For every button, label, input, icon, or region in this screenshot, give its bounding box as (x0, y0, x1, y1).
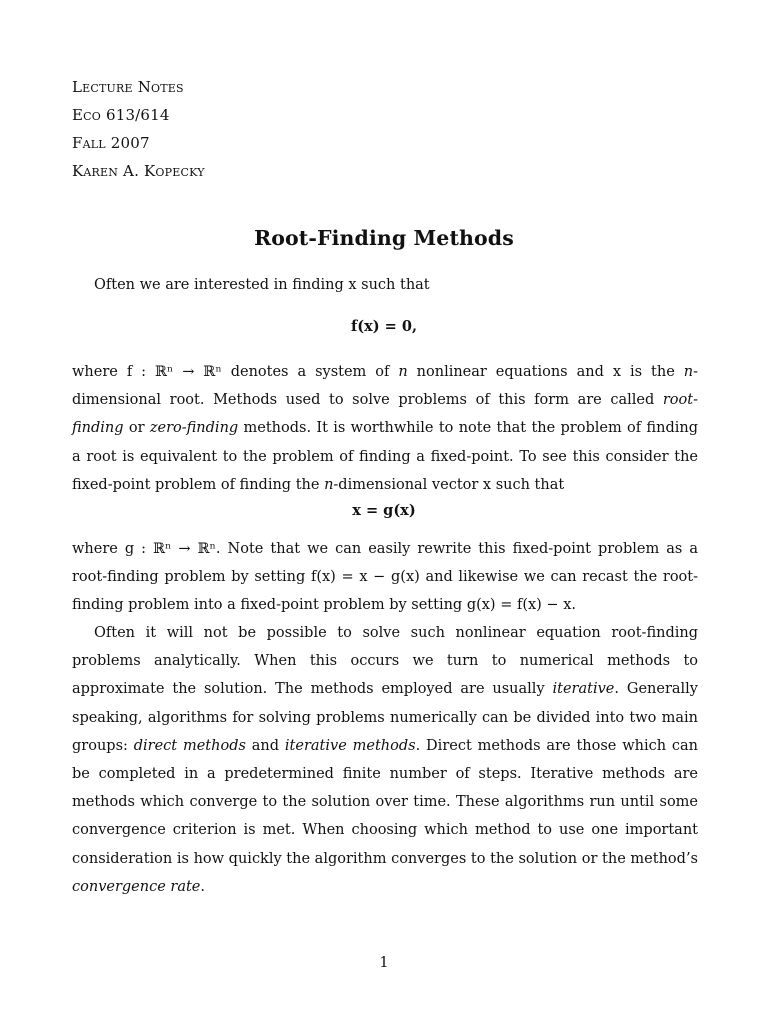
header-line-term: Fall 2007 (72, 134, 150, 152)
para1-text-1: where f : ℝⁿ → ℝⁿ denotes a system of (72, 364, 399, 380)
para3-text-1: Often it will not be possible to solve such nonlinear equation root-finding problems analytically. When this occurs we turn to numerical methods to approximate the solution. The methods employed are usually (72, 625, 698, 698)
para3-term-iterative-methods: iterative methods (284, 737, 416, 754)
header-line-lecture-notes: Lecture Notes (72, 78, 184, 96)
para3-term-iterative: iterative (552, 681, 615, 698)
para3-text-2: . Generally speaking, algorithms for solving problems numerically can be divided into two main groups: (72, 681, 698, 754)
para1-text-4: or (123, 420, 150, 437)
para3-text-5: . (200, 878, 205, 895)
page-number: 1 (379, 955, 389, 971)
equation-root (0, 318, 768, 335)
para1-text-3: -dimensional root. Methods used to solve problems of this form are called (72, 364, 698, 409)
para3-text-4: . Direct methods are those which can be completed in a predetermined finite number of steps. Iterative methods are methods which converge to the solution over time. These algorithms run until some convergence criterion is met. When choosing which method to use one important consideration is how quickly the algorithm converges to the solution or the method’s (72, 737, 699, 867)
para1-text-5: methods. It is worthwhile to note that the problem of finding a root is equivalent to the problem of finding a fixed-point. To see this consider the fixed-point problem of finding the (72, 420, 698, 493)
para1-var-n-1: n (398, 364, 408, 380)
page-title: Root-Finding Methods (254, 226, 514, 250)
para1-text-6: -dimensional vector x such that (333, 476, 565, 493)
paragraph-rewrite (72, 535, 698, 620)
paragraph-definition (72, 358, 698, 499)
para1-var-n-3: n (324, 476, 334, 493)
para1-var-n-2: n (683, 364, 694, 380)
para2-text: where g : ℝⁿ → ℝⁿ. Note that we can easily rewrite this fixed-point problem as a root-finding problem by setting f(x) = x − g(x) and likewise we can recast the root-finding problem into a fixed-point problem by setting g(x) = f(x) − x. (72, 541, 698, 614)
intro-text: Often we are interested in finding x such that (94, 277, 430, 293)
para1-term-zero-finding: zero-finding (149, 420, 239, 437)
lecture-header (72, 73, 205, 185)
header-line-author: Karen A. Kopecky (72, 162, 205, 180)
para1-term-root-finding: root-finding (72, 392, 698, 437)
paragraph-methods (72, 619, 698, 901)
para1-text-2: nonlinear equations and x is the (407, 364, 684, 380)
para3-term-convergence-rate: convergence rate (72, 878, 201, 895)
equation-root-text: f(x) = 0, (351, 318, 417, 335)
header-line-course: Eco 613/614 (72, 106, 170, 124)
intro-paragraph (72, 271, 698, 299)
para3-term-direct-methods: direct methods (133, 737, 246, 754)
para3-text-3: and (245, 737, 285, 754)
equation-fixed-point (0, 502, 768, 519)
equation-fixed-point-text: x = g(x) (352, 502, 416, 519)
